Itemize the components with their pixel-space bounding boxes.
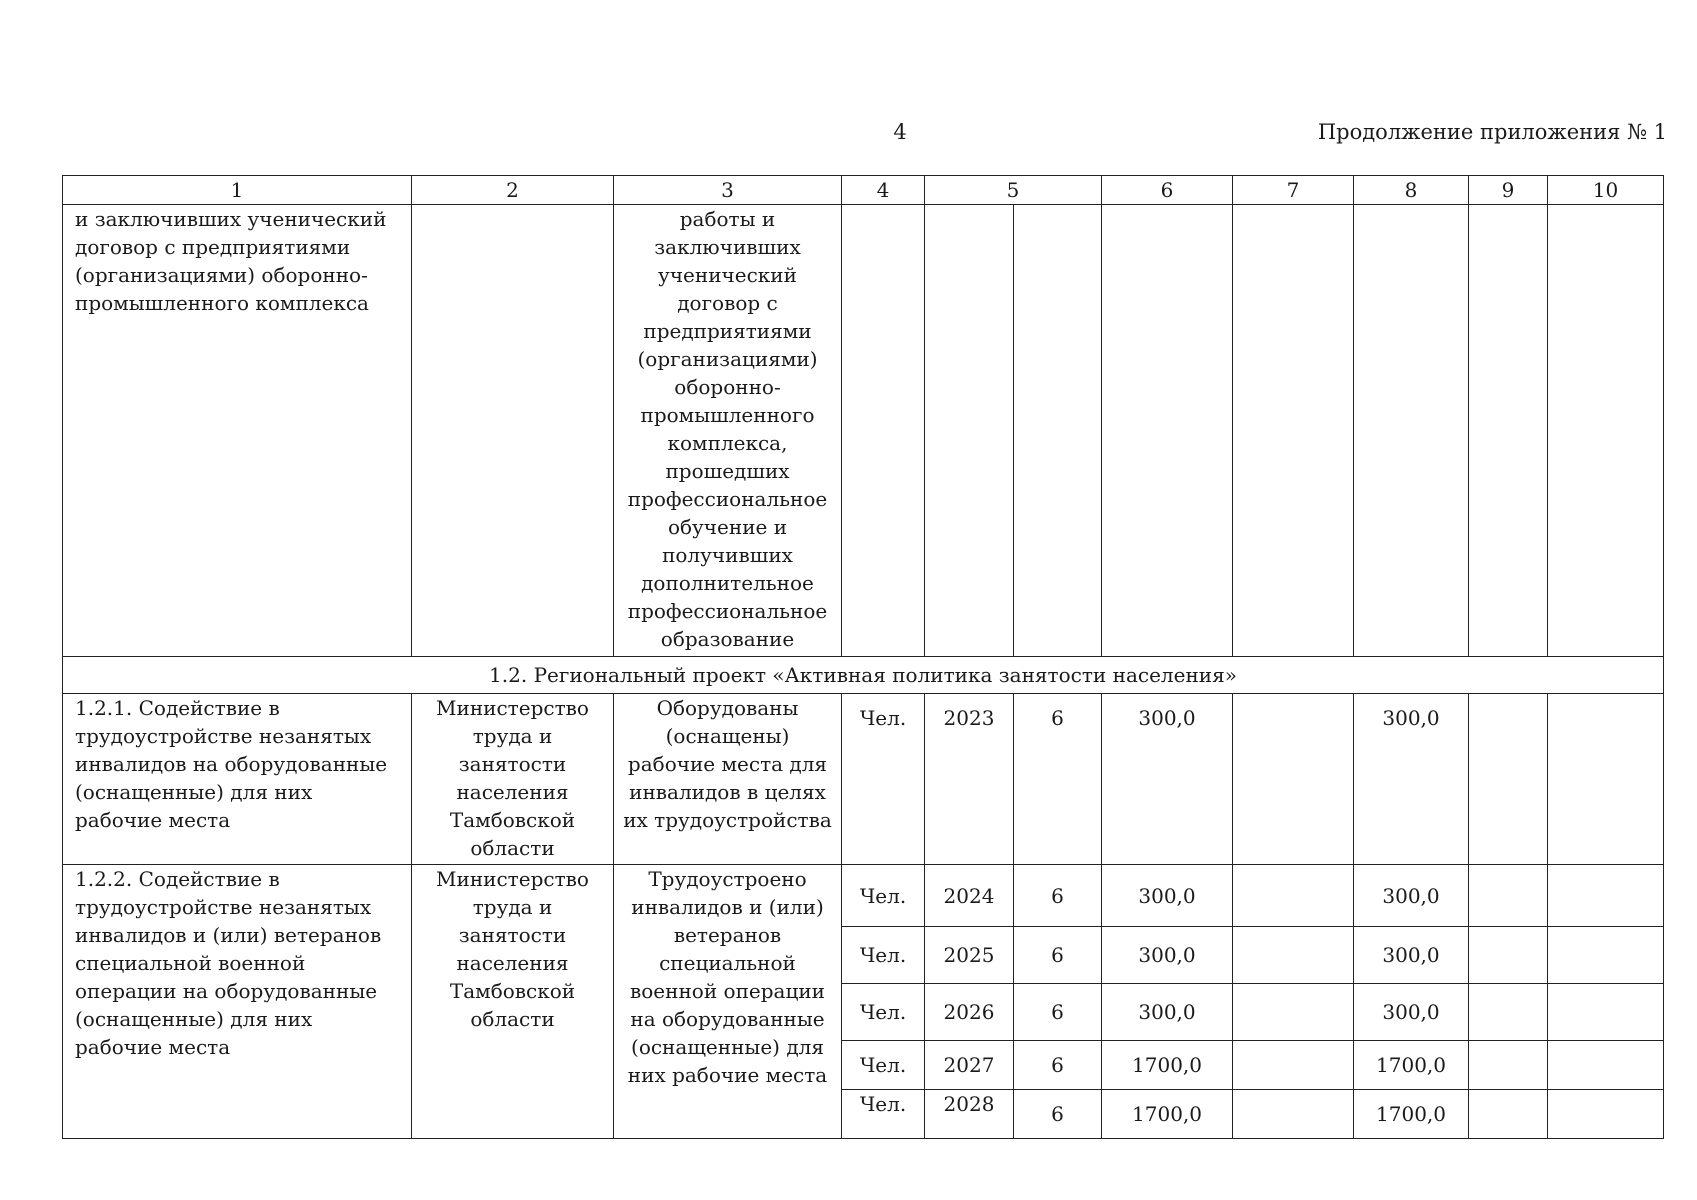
column-number-8: 8	[1354, 176, 1469, 205]
item-1-2-2-unit: Чел.	[842, 927, 925, 984]
item-1-2-2-total: 1700,0	[1102, 1090, 1233, 1139]
item-1-2-2-name: 1.2.2. Содействие в трудоустройстве незанятых инвалидов и (или) ветеранов специальной военной операции на оборудованные (оснащенные) для них рабочие места	[63, 865, 412, 1139]
item-1-2-1-unit: Чел.	[842, 694, 925, 865]
item-1-2-2-cell-10	[1548, 984, 1664, 1041]
item-1-2-1-executor: Министерство труда и занятости населения Тамбовской области	[412, 694, 614, 865]
column-number-9: 9	[1469, 176, 1548, 205]
item-1-2-1-col8: 300,0	[1354, 694, 1469, 865]
item-1-2-1-cell-9	[1469, 694, 1548, 865]
item-1-2-2-cell-7	[1233, 927, 1354, 984]
item-1-2-2-indicator: Трудоустроено инвалидов и (или) ветеранов специальной военной операции на оборудованные (оснащенные) для них рабочие места	[614, 865, 842, 1139]
item-1-2-1-indicator: Оборудованы (оснащены) рабочие места для инвалидов в целях их трудоустройства	[614, 694, 842, 865]
program-table	[62, 175, 1664, 1139]
item-1-2-2-unit: Чел.	[842, 984, 925, 1041]
column-number-2: 2	[412, 176, 614, 205]
item-1-2-2-count: 6	[1014, 1090, 1102, 1139]
continuation-description-cell: и заключивших ученический договор с предприятиями (организациями) оборонно-промышленного комплекса	[63, 205, 412, 657]
item-1-2-2-cell-7	[1233, 984, 1354, 1041]
item-1-2-2-cell-7	[1233, 865, 1354, 927]
item-1-2-1-total: 300,0	[1102, 694, 1233, 865]
column-number-7: 7	[1233, 176, 1354, 205]
item-1-2-2-col8: 300,0	[1354, 984, 1469, 1041]
column-number-4: 4	[842, 176, 925, 205]
item-1-2-2-executor: Министерство труда и занятости населения Тамбовской области	[412, 865, 614, 1139]
item-1-2-2-count: 6	[1014, 865, 1102, 927]
item-1-2-2-cell-10	[1548, 927, 1664, 984]
item-1-2-2-cell-10	[1548, 1041, 1664, 1090]
item-1-2-2-cell-9	[1469, 1090, 1548, 1139]
item-1-2-2-count: 6	[1014, 927, 1102, 984]
item-1-2-2-total: 1700,0	[1102, 1041, 1233, 1090]
appendix-note: Продолжение приложения № 1	[1317, 120, 1667, 144]
item-1-2-2-year: 2027	[925, 1041, 1014, 1090]
continuation-cell-8	[1354, 205, 1469, 657]
item-1-2-2-col8: 300,0	[1354, 927, 1469, 984]
item-1-2-2-cell-10	[1548, 865, 1664, 927]
column-number-row	[63, 176, 1664, 205]
item-1-2-2-year: 2028	[925, 1090, 1014, 1139]
item-1-2-2-count: 6	[1014, 984, 1102, 1041]
column-number-3: 3	[614, 176, 842, 205]
continuation-indicator-cell: работы и заключивших ученический договор с предприятиями (организациями) оборонно-промышленного комплекса, прошедших профессиональное обучение и получивших дополнительное профессиональное образование	[614, 205, 842, 657]
continuation-executor-cell	[412, 205, 614, 657]
item-1-2-2-total: 300,0	[1102, 984, 1233, 1041]
page-number: 4	[893, 120, 907, 144]
item-1-2-2-cell-9	[1469, 927, 1548, 984]
item-1-2-2-year: 2024	[925, 865, 1014, 927]
item-1-2-2-row-2024	[63, 865, 1664, 927]
continuation-cell-5b	[1014, 205, 1102, 657]
section-row	[63, 657, 1664, 694]
item-1-2-1-count: 6	[1014, 694, 1102, 865]
item-1-2-2-unit: Чел.	[842, 865, 925, 927]
item-1-2-2-cell-7	[1233, 1041, 1354, 1090]
column-number-6: 6	[1102, 176, 1233, 205]
section-title: 1.2. Региональный проект «Активная политика занятости населения»	[63, 657, 1664, 694]
continuation-cell-9	[1469, 205, 1548, 657]
item-1-2-2-cell-9	[1469, 984, 1548, 1041]
item-1-2-1-cell-10	[1548, 694, 1664, 865]
item-1-2-2-col8: 300,0	[1354, 865, 1469, 927]
column-number-1: 1	[63, 176, 412, 205]
item-1-2-1-cell-7	[1233, 694, 1354, 865]
item-1-2-2-cell-9	[1469, 1041, 1548, 1090]
continuation-row	[63, 205, 1664, 657]
continuation-cell-6	[1102, 205, 1233, 657]
item-1-2-2-cell-7	[1233, 1090, 1354, 1139]
item-1-2-1-name: 1.2.1. Содействие в трудоустройстве незанятых инвалидов на оборудованные (оснащенные) для них рабочие места	[63, 694, 412, 865]
item-1-2-2-unit: Чел.	[842, 1090, 925, 1139]
continuation-cell-10	[1548, 205, 1664, 657]
item-1-2-2-col8: 1700,0	[1354, 1090, 1469, 1139]
item-1-2-2-total: 300,0	[1102, 865, 1233, 927]
column-number-10: 10	[1548, 176, 1664, 205]
item-1-2-2-count: 6	[1014, 1041, 1102, 1090]
item-1-2-2-cell-10	[1548, 1090, 1664, 1139]
item-1-2-2-year: 2026	[925, 984, 1014, 1041]
continuation-cell-7	[1233, 205, 1354, 657]
item-1-2-2-unit: Чел.	[842, 1041, 925, 1090]
item-1-2-1-row	[63, 694, 1664, 865]
item-1-2-2-year: 2025	[925, 927, 1014, 984]
item-1-2-2-total: 300,0	[1102, 927, 1233, 984]
continuation-cell-5a	[925, 205, 1014, 657]
continuation-cell-4	[842, 205, 925, 657]
column-number-5: 5	[925, 176, 1102, 205]
item-1-2-2-col8: 1700,0	[1354, 1041, 1469, 1090]
item-1-2-2-cell-9	[1469, 865, 1548, 927]
item-1-2-1-year: 2023	[925, 694, 1014, 865]
